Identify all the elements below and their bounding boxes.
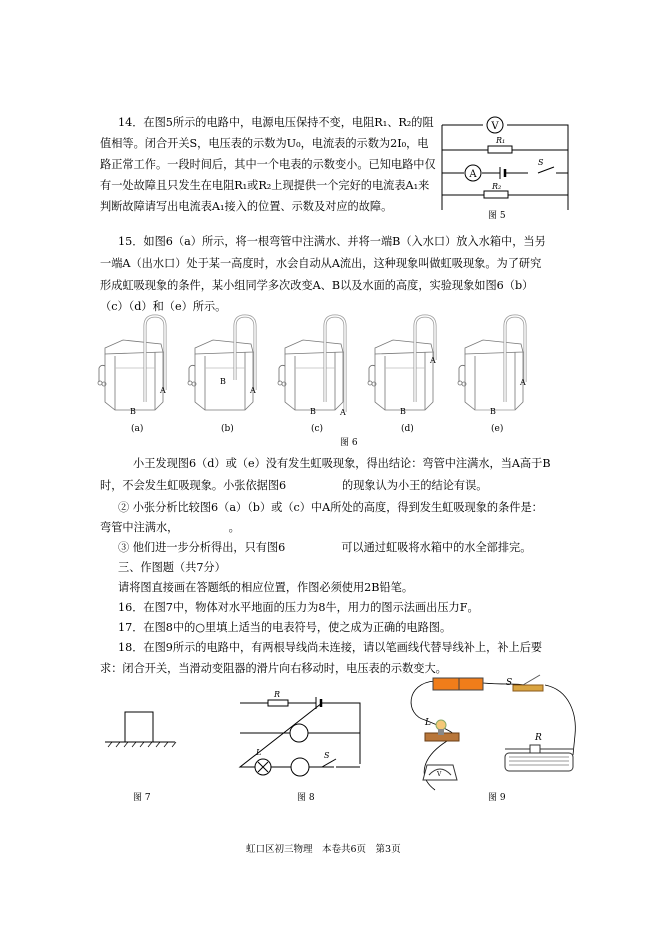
question-16: 16．在图7中，物体对水平地面的压力为8牛，用力的图示法画出压力F。	[118, 601, 479, 614]
q14-line: 路正常工作。一段时间后，其中一个电表的示数变小。已知电路中仅	[100, 158, 436, 171]
q15-line: 形成虹吸现象的条件，某小组同学多次改变A、B以及水面的高度，实验现象如图6（b）	[100, 279, 534, 292]
siphon-panel	[363, 330, 453, 430]
panel-label: (d)	[401, 424, 414, 434]
inlet-label-b: B	[400, 407, 406, 416]
question-18-line: 18．在图9所示的电路中，有两根导线尚未连接，请以笔画线代替导线补上，补上后要	[118, 641, 543, 654]
outlet-label-a: A	[430, 356, 436, 365]
q14-line: 判断故障请写出电流表A₁接入的位置、示数及对应的故障。	[100, 200, 393, 213]
q15-line: 一端A（出水口）处于某一高度时，水会自动从A流出，这种现象叫做虹吸现象。为了研究	[100, 257, 542, 270]
siphon-panel	[273, 330, 363, 430]
outlet-label-a: A	[250, 386, 256, 395]
q15-answer-line: ② 小张分析比较图6（a）（b）或（c）中A所处的高度，得到发生虹吸现象的条件是：	[118, 501, 543, 514]
panel-label: (b)	[221, 424, 234, 434]
figure-7-block-on-ground	[100, 710, 180, 750]
figure-6-caption: 图 6	[340, 438, 358, 448]
q15-line: （c）（d）和（e）所示。	[100, 300, 227, 313]
switch-icon	[513, 675, 543, 691]
q14-line: 14．在图5所示的电路中，电源电压保持不变，电阻R₁、R₂的阻	[118, 116, 434, 129]
outlet-label-a: A	[160, 386, 166, 395]
voltmeter-label: V	[491, 121, 499, 132]
question-17: 17．在图8中的○里填上适当的电表符号，使之成为正确的电路图。	[118, 621, 452, 634]
outlet-label-a: A	[520, 378, 526, 387]
figure-9-caption: 图 9	[488, 793, 506, 803]
q14-line: 有一处故障且只发生在电阻R₁或R₂上现提供一个完好的电流表A₁来	[100, 179, 430, 192]
q15-answer-line: 小王发现图6（d）或（e）没有发生虹吸现象，得出结论：弯管中注满水，当A高于B	[133, 457, 551, 470]
inlet-label-b: B	[130, 407, 136, 416]
figure-8-circuit	[238, 690, 363, 775]
lamp-label: L	[425, 718, 431, 728]
figure-5-circuit	[440, 115, 570, 205]
panel-label: (c)	[311, 424, 324, 434]
switch-label: S	[538, 158, 544, 167]
question-18-line: 求：闭合开关，当滑动变阻器的滑片向右移动时，电压表的示数变大。	[100, 662, 447, 675]
r1-label: R₁	[496, 136, 506, 145]
figure-8-caption: 图 8	[297, 793, 315, 803]
panel-label: (a)	[131, 424, 144, 434]
inlet-label-b: B	[490, 407, 496, 416]
siphon-panel	[183, 330, 273, 430]
switch-label: S	[506, 678, 513, 688]
figure-5-caption: 图 5	[488, 211, 506, 221]
page-footer: 虹口区初三物理 本卷共6页 第3页	[246, 844, 401, 855]
q15-answer-line: 弯管中注满水， 。	[100, 521, 240, 534]
siphon-panel	[93, 330, 183, 430]
resistor-label: R	[274, 690, 281, 699]
rheostat-icon	[505, 745, 573, 771]
ammeter-label: A	[469, 169, 477, 180]
q14-line: 值相等。闭合开关S，电压表的示数为U₀，电流表的示数为2I₀，电	[100, 137, 429, 150]
figure-9-real-circuit	[395, 675, 585, 795]
panel-label: (e)	[491, 424, 504, 434]
inlet-label-b: B	[310, 407, 316, 416]
q15-answer-line: ③ 他们进一步分析得出，只有图6 可以通过虹吸将水箱中的水全部排完。	[118, 541, 532, 554]
rheostat-label: R	[535, 733, 542, 743]
q15-answer-line: 时，不会发生虹吸现象。小张依据图6 的现象认为小王的结论有误。	[100, 479, 488, 492]
inlet-label-b: B	[220, 377, 226, 386]
lamp-label: L	[256, 748, 262, 757]
switch-label: S	[324, 751, 330, 760]
siphon-panel	[453, 330, 543, 430]
section-instruction: 请将图直接画在答题纸的相应位置，作图必须使用2B铅笔。	[118, 581, 414, 594]
r2-label: R₂	[492, 182, 502, 191]
q15-line: 15．如图6（a）所示，将一根弯管中注满水、并将一端B（入水口）放入水箱中，当另	[118, 235, 546, 248]
figure-7-caption: 图 7	[133, 793, 151, 803]
battery-icon	[433, 678, 483, 690]
section-title: 三、作图题（共7分）	[118, 561, 226, 574]
outlet-label-a: A	[340, 408, 346, 417]
voltmeter-label: V	[437, 771, 442, 778]
